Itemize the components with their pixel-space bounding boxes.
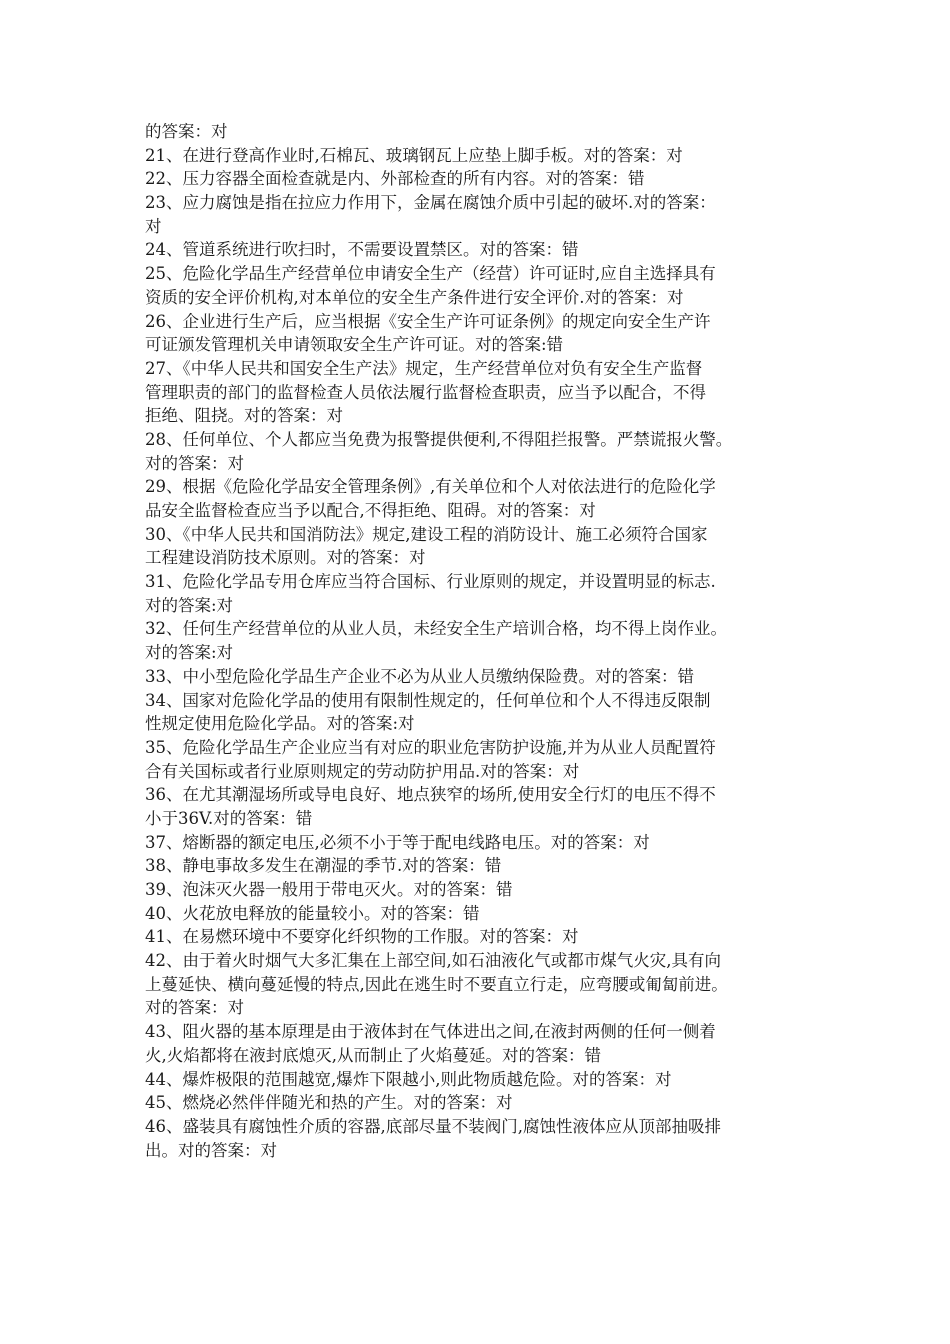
text-line: 上蔓延快、横向蔓延慢的特点,因此在逃生时不要直立行走，应弯腰或匍匐前进。 (145, 974, 728, 994)
text-line: 29、根据《危险化学品安全管理条例》,有关单位和个人对依法进行的危险化学 (145, 477, 716, 497)
text-line: 21、在进行登高作业时,石棉瓦、玻璃钢瓦上应垫上脚手板。对的答案：对 (145, 145, 683, 165)
text-line: 36、在尤其潮湿场所或导电良好、地点狭窄的场所,使用安全行灯的电压不得不 (145, 785, 716, 805)
text-line: 44、爆炸极限的范围越宽,爆炸下限越小,则此物质越危险。对的答案：对 (145, 1069, 672, 1089)
text-line: 28、任何单位、个人都应当免费为报警提供便利,不得阻拦报警。严禁谎报火警。 (145, 429, 733, 449)
text-line: 33、中小型危险化学品生产企业不必为从业人员缴纳保险费。对的答案：错 (145, 666, 694, 686)
text-line: 对的答案:对 (145, 595, 234, 615)
text-line: 32、任何生产经营单位的从业人员，未经安全生产培训合格，均不得上岗作业。 (145, 619, 727, 639)
text-line: 对的答案：对 (145, 453, 244, 473)
text-line: 对的答案:对 (145, 643, 234, 663)
text-line: 40、火花放电释放的能量较小。对的答案：错 (145, 903, 480, 923)
text-line: 38、静电事故多发生在潮湿的季节.对的答案：错 (145, 856, 502, 876)
text-line: 火,火焰都将在液封底熄灭,从而制止了火焰蔓延。对的答案：错 (145, 1045, 601, 1065)
text-line: 性规定使用危险化学品。对的答案:对 (145, 714, 415, 734)
text-line: 30、《中华人民共和国消防法》规定,建设工程的消防设计、施工必须符合国家 (145, 524, 708, 544)
text-line: 45、燃烧必然伴伴随光和热的产生。对的答案：对 (145, 1093, 513, 1113)
text-line: 小于36V.对的答案：错 (145, 808, 313, 828)
text-line: 22、压力容器全面检查就是内、外部检查的所有内容。对的答案：错 (145, 169, 645, 189)
text-line: 可证颁发管理机关申请领取安全生产许可证。对的答案:错 (145, 335, 564, 355)
text-line: 42、由于着火时烟气大多汇集在上部空间,如石油液化气或都市煤气火灾,具有向 (145, 951, 721, 971)
text-line: 41、在易燃环境中不要穿化纤织物的工作服。对的答案：对 (145, 927, 579, 947)
text-line: 31、危险化学品专用仓库应当符合国标、行业原则的规定，并设置明显的标志. (145, 572, 716, 592)
text-line: 出。对的答案：对 (145, 1140, 277, 1160)
text-line: 工程建设消防技术原则。对的答案：对 (145, 548, 426, 568)
text-line: 24、管道系统进行吹扫时，不需要设置禁区。对的答案：错 (145, 240, 579, 260)
text-line: 43、阻火器的基本原理是由于液体封在气体进出之间,在液封两侧的任何一侧着 (145, 1022, 716, 1042)
text-line: 合有关国标或者行业原则规定的劳动防护用品.对的答案：对 (145, 761, 580, 781)
text-line: 25、危险化学品生产经营单位申请安全生产（经营）许可证时,应自主选择具有 (145, 264, 716, 284)
text-line: 34、国家对危险化学品的使用有限制性规定的，任何单位和个人不得违反限制 (145, 690, 711, 710)
text-line: 对 (145, 216, 162, 236)
text-line: 的答案：对 (145, 122, 228, 141)
text-line: 管理职责的部门的监督检查人员依法履行监督检查职责，应当予以配合，不得 (145, 382, 706, 402)
text-line: 23、应力腐蚀是指在拉应力作用下，金属在腐蚀介质中引起的破坏.对的答案： (145, 193, 716, 213)
text-line: 46、盛装具有腐蚀性介质的容器,底部尽量不装阀门,腐蚀性液体应从顶部抽吸排 (145, 1116, 721, 1136)
text-line: 品安全监督检查应当予以配合,不得拒绝、阻碍。对的答案：对 (145, 501, 596, 520)
text-line: 对的答案：对 (145, 998, 244, 1018)
text-line: 拒绝、阻挠。对的答案：对 (145, 406, 343, 426)
text-line: 27、《中华人民共和国安全生产法》规定，生产经营单位对负有安全生产监督 (145, 358, 703, 378)
text-line: 35、危险化学品生产企业应当有对应的职业危害防护设施,并为从业人员配置符 (145, 737, 716, 757)
document-body (145, 120, 825, 1162)
text-line: 39、泡沫灭火器一般用于带电灭火。对的答案：错 (145, 880, 513, 899)
text-line: 37、熔断器的额定电压,必须不小于等于配电线路电压。对的答案：对 (145, 832, 650, 852)
text-line: 资质的安全评价机构,对本单位的安全生产条件进行安全评价.对的答案：对 (145, 287, 684, 307)
text-line: 26、企业进行生产后，应当根据《安全生产许可证条例》的规定向安全生产许 (145, 311, 711, 331)
